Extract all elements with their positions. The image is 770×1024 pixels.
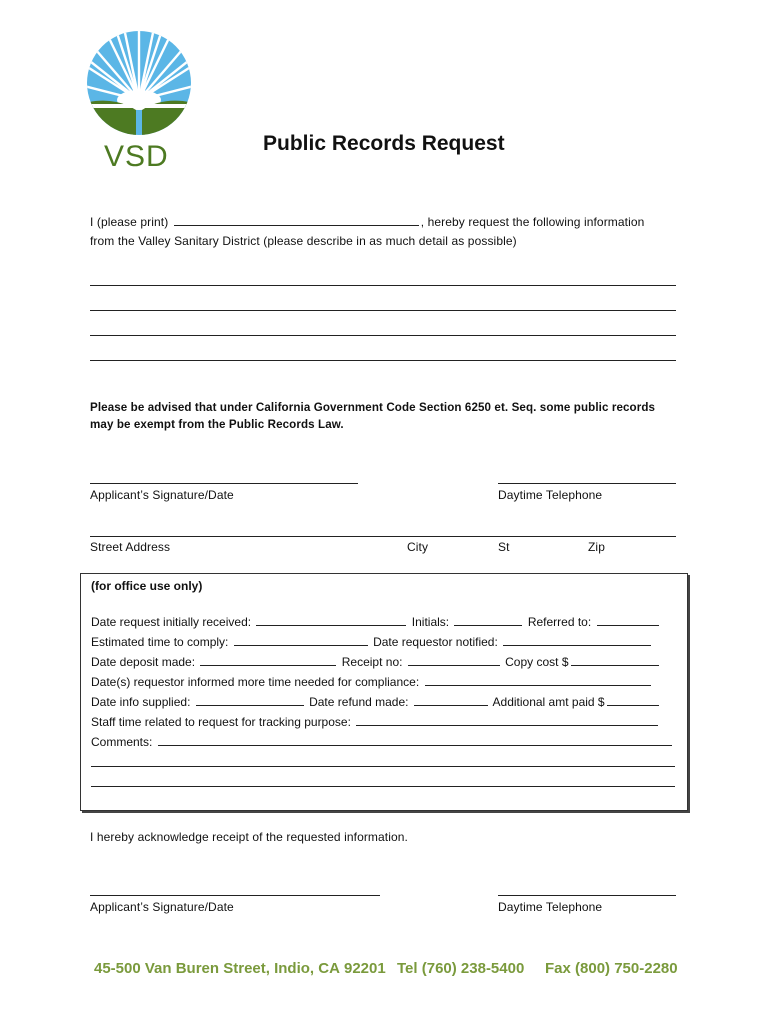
footer-tel: Tel (760) 238-5400 (397, 960, 525, 977)
date-info-supplied-label: Date info supplied: (91, 695, 191, 709)
office-row-6 (91, 713, 660, 729)
city-label: City (407, 540, 429, 554)
initials-label: Initials: (411, 615, 450, 629)
date-notified-label: Date requestor notified: (373, 635, 498, 649)
zip-label: Zip (588, 540, 605, 554)
street-label: Street Address (90, 540, 171, 554)
date-info-supplied-field[interactable] (196, 693, 304, 706)
description-line[interactable] (90, 310, 676, 311)
acknowledgement-text: I hereby acknowledge receipt of the requested information. (90, 830, 408, 844)
logo-text: VSD (104, 140, 169, 173)
comments-field[interactable] (158, 733, 672, 746)
date-deposit-field[interactable] (200, 653, 336, 666)
footer-fax: Fax (800) 750-2280 (545, 960, 678, 977)
page-title: Public Records Request (263, 132, 505, 155)
comments-line[interactable] (91, 786, 675, 787)
copy-cost-label: Copy cost $ (505, 655, 569, 669)
intro-line-1 (90, 213, 644, 229)
phone-field-1[interactable] (498, 483, 676, 484)
office-row-4 (91, 673, 653, 689)
more-time-label: Date(s) requestor informed more time needed for compliance: (91, 675, 420, 689)
footer-address: 45-500 Van Buren Street, Indio, CA (94, 960, 340, 977)
sunburst-logo-icon (84, 28, 194, 138)
office-row-3 (91, 653, 661, 669)
date-received-label: Date request initially received: (91, 615, 252, 629)
copy-cost-field[interactable] (571, 653, 659, 666)
footer-zip: 92201 (344, 960, 386, 977)
office-row-1 (91, 613, 661, 629)
signature-field-1[interactable] (90, 483, 358, 484)
phone-label-1: Daytime Telephone (498, 488, 603, 502)
name-field[interactable] (174, 213, 419, 226)
description-line[interactable] (90, 360, 676, 361)
comments-line[interactable] (91, 766, 675, 767)
address-field[interactable] (90, 536, 676, 537)
description-line[interactable] (90, 285, 676, 286)
estimated-time-label: Estimated time to comply: (91, 635, 229, 649)
additional-amt-label: Additional amt paid $ (492, 695, 605, 709)
initials-field[interactable] (454, 613, 522, 626)
receipt-no-field[interactable] (408, 653, 500, 666)
more-time-field[interactable] (425, 673, 651, 686)
additional-amt-field[interactable] (607, 693, 659, 706)
phone-field-2[interactable] (498, 895, 676, 896)
notice-line-1: Please be advised that under California Government Code Section 6250 et. Seq. some public records (90, 401, 656, 414)
receipt-no-label: Receipt no: (341, 655, 403, 669)
notice-line-2: may be exempt from the Public Records Law. (90, 418, 344, 431)
signature-field-2[interactable] (90, 895, 380, 896)
comments-label: Comments: (91, 735, 153, 749)
phone-label-2: Daytime Telephone (498, 900, 603, 914)
staff-time-field[interactable] (356, 713, 658, 726)
signature-label-1: Applicant’s Signature/Date (90, 488, 234, 502)
date-refund-label: Date refund made: (309, 695, 409, 709)
office-row-7 (91, 733, 674, 749)
staff-time-label: Staff time related to request for tracking purpose: (91, 715, 351, 729)
intro-prefix: I (please print) (90, 215, 169, 229)
date-refund-field[interactable] (414, 693, 488, 706)
referred-to-field[interactable] (597, 613, 659, 626)
referred-to-label: Referred to: (527, 615, 592, 629)
office-use-box (80, 573, 688, 811)
date-received-field[interactable] (256, 613, 406, 626)
office-use-heading: (for office use only) (91, 579, 203, 593)
office-row-2 (91, 633, 653, 649)
description-line[interactable] (90, 335, 676, 336)
signature-label-2: Applicant’s Signature/Date (90, 900, 234, 914)
estimated-time-field[interactable] (234, 633, 368, 646)
vsd-logo (84, 28, 194, 178)
state-label: St (498, 540, 510, 554)
intro-line-2: from the Valley Sanitary District (please describe in as much detail as possible) (90, 234, 517, 248)
date-notified-field[interactable] (503, 633, 651, 646)
date-deposit-label: Date deposit made: (91, 655, 196, 669)
office-row-5 (91, 693, 661, 709)
intro-suffix: , hereby request the following information (420, 215, 645, 229)
